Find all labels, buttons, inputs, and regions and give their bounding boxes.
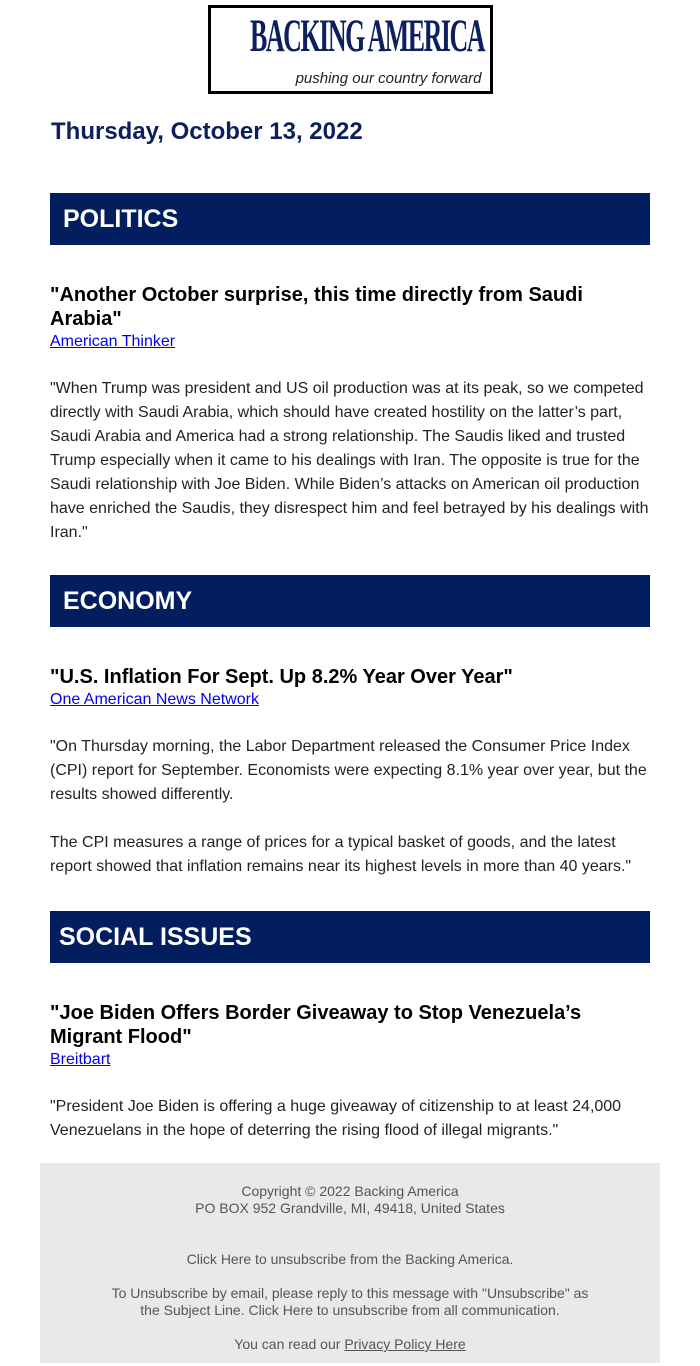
article-excerpt: The CPI measures a range of prices for a typical basket of goods, and the latest report showed that inflation remains near its highest levels in more than 40 years." [50,834,632,875]
copyright-text: Copyright © 2022 Backing America [241,1183,459,1199]
article-excerpt: "On Thursday morning, the Labor Department released the Consumer Price Index (CPI) report for September. Economists were expecting 8.1% year over year, but the results showed differently. [50,738,647,803]
article-source-link[interactable]: One American News Network [50,691,259,708]
article-excerpt: "President Joe Biden is offering a huge giveaway of citizenship to at least 24,000 Venezuelans in the hope of deterring the rising flood of illegal migrants." [50,1098,622,1139]
issue-date: Thursday, October 13, 2022 [51,118,363,145]
article-headline: "Another October surprise, this time directly from Saudi Arabia" [50,284,583,330]
backing-america-logo [208,5,493,94]
section-header-social-issues: SOCIAL ISSUES [50,911,650,963]
article-source-link[interactable]: Breitbart [50,1051,111,1068]
privacy-line [40,1336,660,1353]
article-headline: "U.S. Inflation For Sept. Up 8.2% Year Over Year" [50,666,513,688]
unsubscribe-link[interactable]: Click Here to unsubscribe from the Backing America. [186,1251,514,1267]
article-headline: "Joe Biden Offers Border Giveaway to Stop Venezuela’s Migrant Flood" [50,1002,582,1048]
privacy-prefix: You can read our [234,1336,345,1352]
privacy-policy-link[interactable]: Privacy Policy Here [344,1336,466,1352]
unsubscribe-all-link[interactable]: the Subject Line. Click Here to unsubscribe from all communication. [140,1302,560,1318]
article-excerpt: "When Trump was president and US oil production was at its peak, so we competed directly with Saudi Arabia, which should have created hostility on the latter’s part, Saudi Arabia and America had a strong relationship. The Saudis liked and trusted Trump especially when it came to his dealings with Iran. The opposite is true for the Saudi relationship with Joe Biden. While Biden’s attacks on American oil production have enriched the Saudis, they disrespect him and feel betrayed by his dealings with Iran." [50,380,649,541]
footer [40,1163,660,1363]
logo-name: BACKING AMERICA [249,9,484,62]
email-unsubscribe-text: To Unsubscribe by email, please reply to this message with "Unsubscribe" as [111,1285,589,1301]
section-header-politics: POLITICS [50,193,650,245]
article-source-link[interactable]: American Thinker [50,333,176,350]
address-text: PO BOX 952 Grandville, MI, 49418, United States [195,1200,505,1216]
newsletter [0,5,700,1363]
logo-tagline: pushing our country forward [295,70,482,87]
section-header-economy: ECONOMY [50,575,650,627]
